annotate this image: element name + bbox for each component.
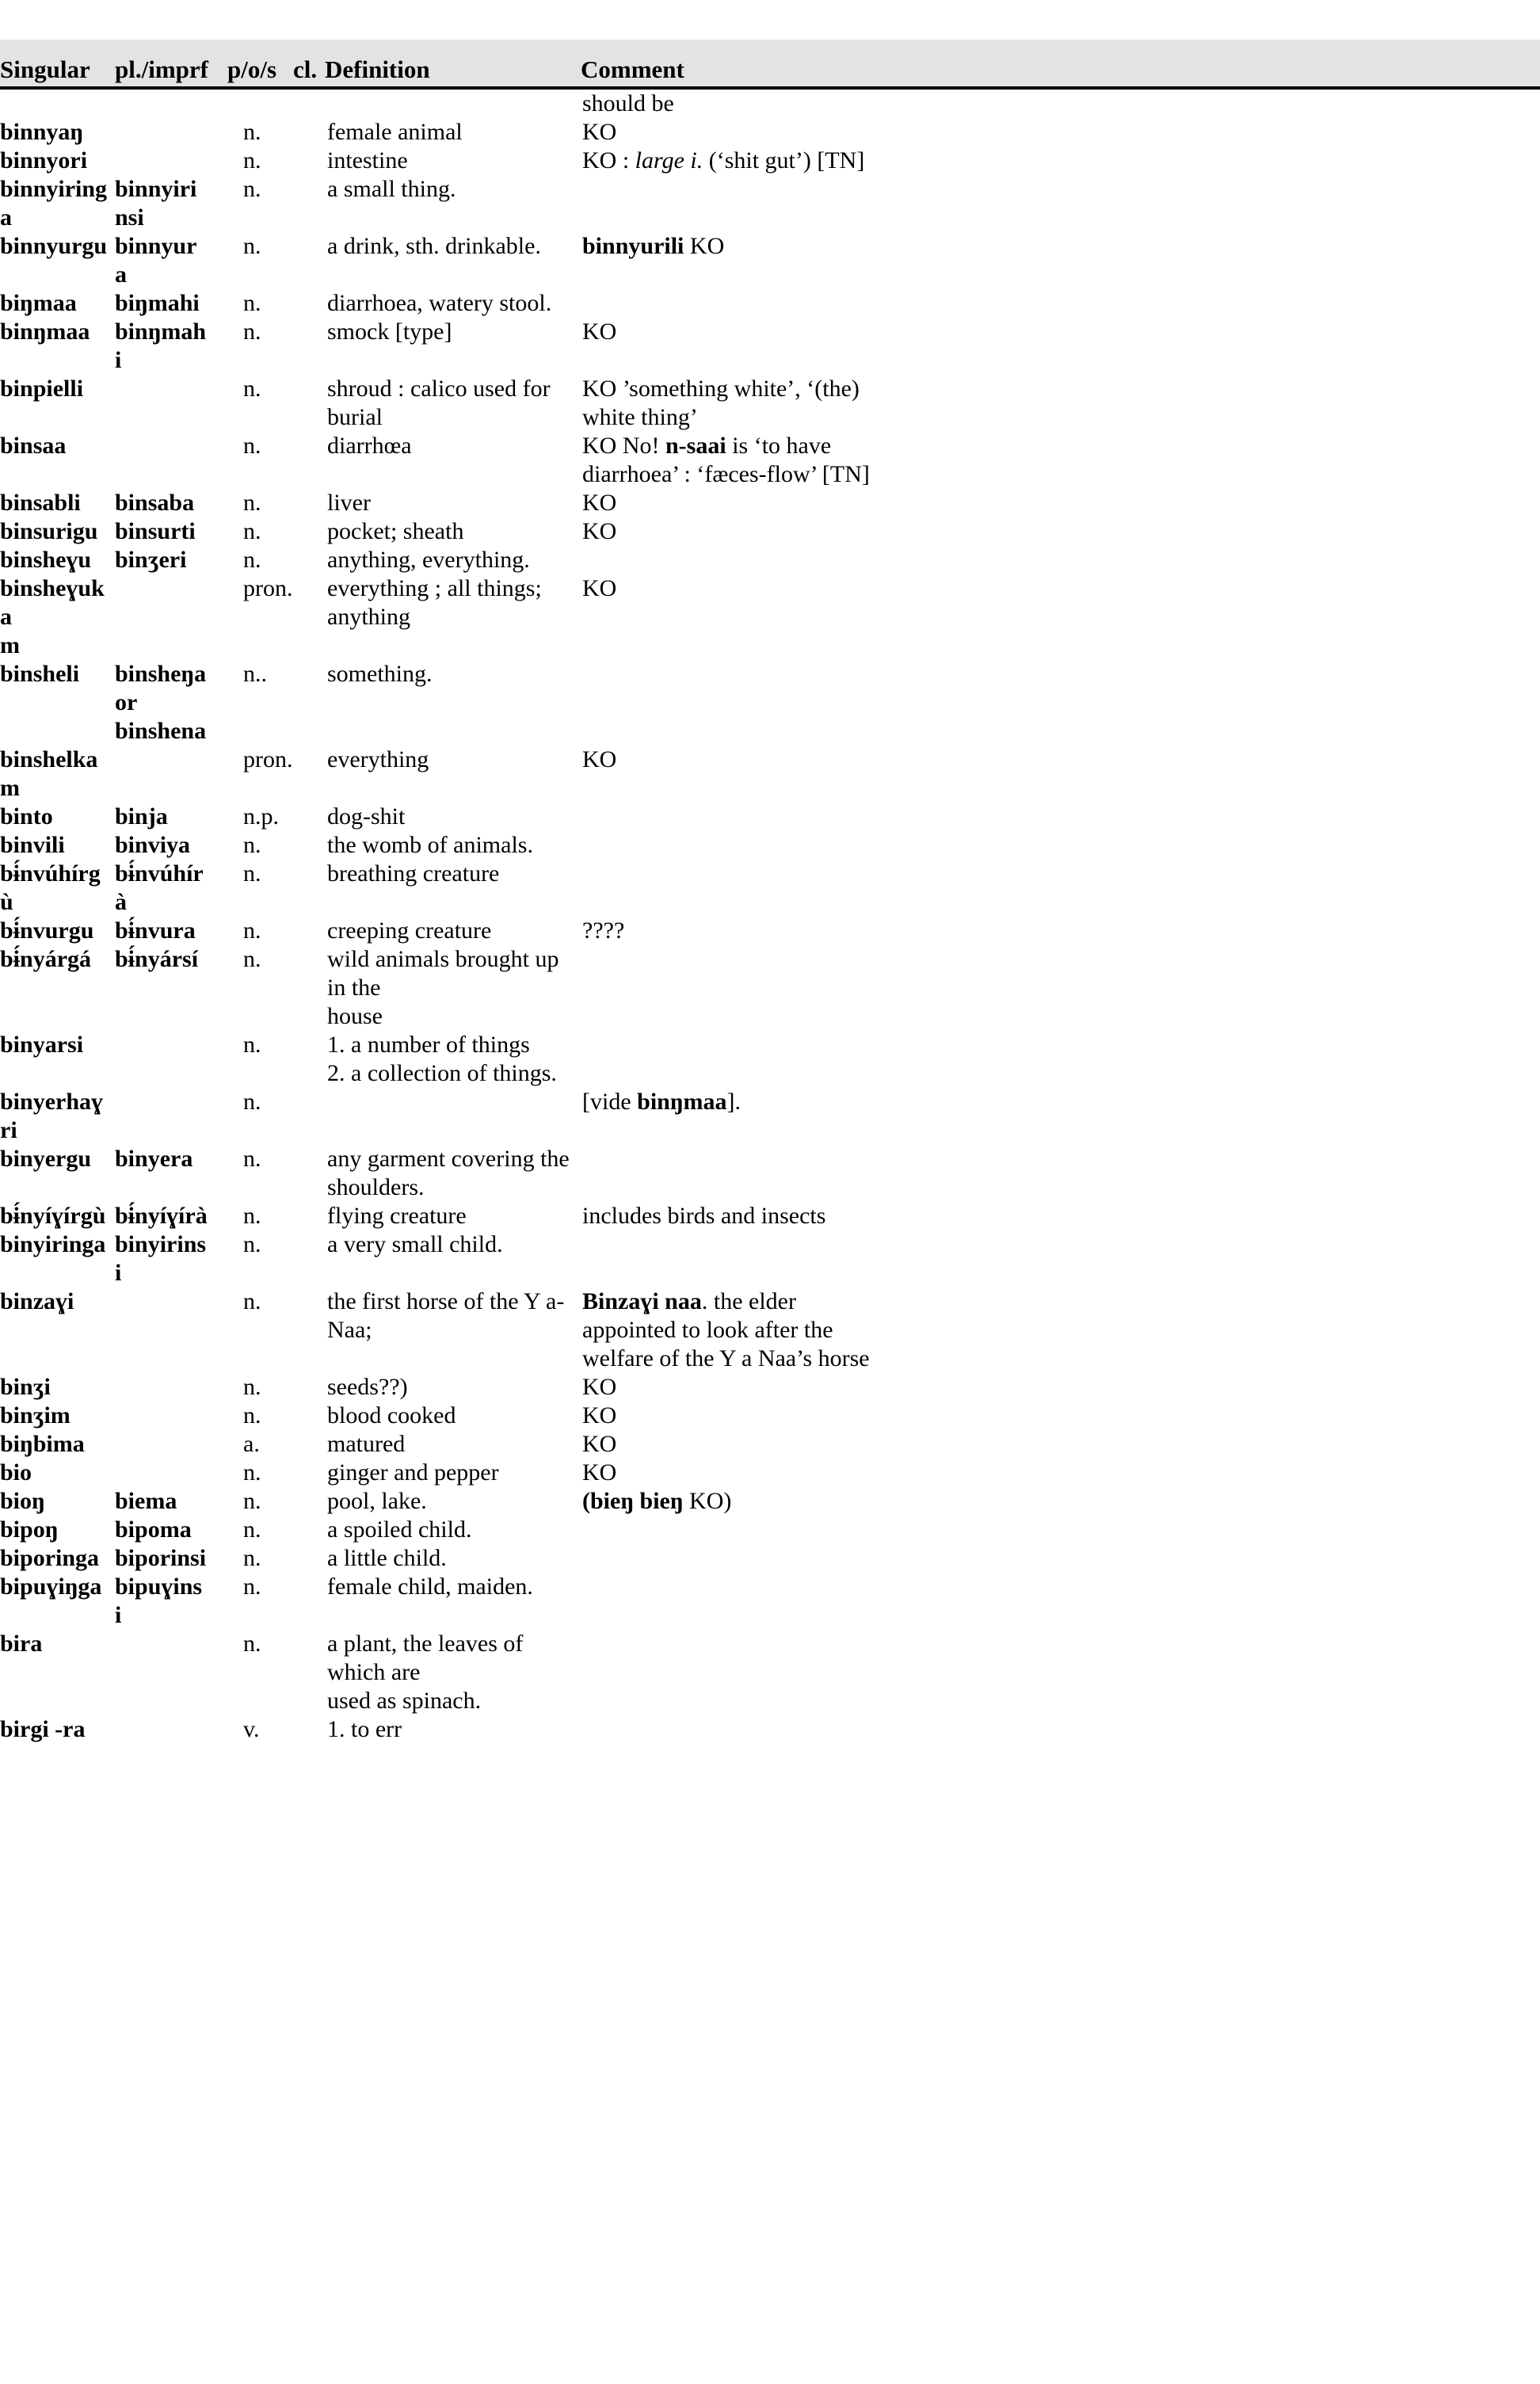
table-row [0, 1145, 1540, 1202]
cell-part-of-speech: n. [243, 1488, 261, 1514]
table-row [0, 318, 1540, 375]
cell-plural [115, 147, 226, 175]
cell-part-of-speech: n. [243, 1146, 261, 1172]
cell-plural: binnyiri nsi [115, 176, 197, 231]
cell-singular: bipuɣiŋga [0, 1573, 102, 1600]
cell-part-of-speech: n. [243, 290, 261, 316]
table-row [0, 118, 1540, 147]
cell-class [292, 574, 325, 660]
cell-singular: binpielli [0, 376, 84, 402]
cell-comment [581, 574, 1540, 660]
table-row [0, 746, 1540, 803]
cell-plural: binviya [115, 832, 191, 858]
column-header-comment: Comment [581, 40, 1540, 88]
cell-plural: bipoma [115, 1516, 192, 1543]
cell-comment [581, 88, 1540, 118]
cell-singular: binshelkam [0, 746, 98, 801]
comment-text: ???? [582, 917, 625, 944]
cell-class [292, 1088, 325, 1145]
cell-comment [581, 1202, 1540, 1230]
cell-definition: female child, maiden. [327, 1573, 533, 1600]
table-row [0, 1373, 1540, 1402]
cell-comment [581, 1715, 1540, 1744]
cell-part-of-speech: pron. [243, 575, 293, 601]
table-row [0, 1430, 1540, 1459]
cell-class [292, 1373, 325, 1402]
comment-text: binnyurili KO [582, 233, 725, 259]
table-row [0, 1516, 1540, 1544]
cell-singular: binvili [0, 832, 65, 858]
table-row [0, 147, 1540, 175]
cell-comment [581, 917, 1540, 945]
cell-plural [115, 1031, 226, 1088]
cell-class [292, 1430, 325, 1459]
cell-definition: female animal [327, 119, 463, 145]
cell-class [292, 546, 325, 574]
cell-part-of-speech: n. [243, 860, 261, 887]
cell-class [292, 432, 325, 489]
table-row [0, 175, 1540, 232]
cell-part-of-speech: n. [243, 233, 261, 259]
cell-definition: wild animals brought up in the house [327, 946, 559, 1029]
column-header-singular: Singular [0, 40, 115, 88]
table-row [0, 860, 1540, 917]
cell-singular: binsheɣuka m [0, 575, 105, 658]
cell-comment [581, 375, 1540, 432]
cell-plural: binsheŋa or binshena [115, 661, 207, 744]
cell-plural [115, 1373, 226, 1402]
comment-text: Binzaɣi naa. the elder appointed to look after the welfare of the Y a Naa’s horse [582, 1288, 870, 1371]
table-row [0, 1088, 1540, 1145]
cell-definition: something. [327, 661, 433, 687]
cell-plural [115, 1430, 226, 1459]
cell-definition: diarrhœa [327, 433, 412, 459]
cell-singular: bɨ́nvúhírgù [0, 860, 101, 915]
cell-singular: binsheli [0, 661, 80, 687]
cell-singular: bira [0, 1631, 43, 1657]
cell-class [292, 517, 325, 546]
cell-class [292, 1459, 325, 1487]
comment-text: (bieŋ bieŋ KO) [582, 1488, 732, 1514]
cell-part-of-speech: n. [243, 1231, 261, 1257]
cell-definition: the first horse of the Y a-Naa; [327, 1288, 565, 1343]
comment-text: KO : large i. (‘shit gut’) [TN] [582, 147, 865, 174]
cell-comment [581, 489, 1540, 517]
cell-part-of-speech: n. [243, 433, 261, 459]
table-row [0, 1573, 1540, 1630]
cell-class [292, 803, 325, 831]
cell-definition: dog-shit [327, 803, 406, 830]
cell-comment [581, 432, 1540, 489]
table-row [0, 1487, 1540, 1516]
column-header-pos: p/o/s [226, 40, 292, 88]
cell-comment [581, 803, 1540, 831]
cell-class [292, 746, 325, 803]
cell-plural: bɨ́nyíɣírà [115, 1203, 208, 1229]
cell-comment [581, 1088, 1540, 1145]
cell-definition: everything ; all things; anything [327, 575, 542, 630]
table-row [0, 1230, 1540, 1287]
cell-part-of-speech: n. [243, 1631, 261, 1657]
cell-definition: intestine [327, 147, 408, 174]
cell-singular: binsheɣu [0, 547, 92, 573]
table-row [0, 489, 1540, 517]
cell-singular: biŋbima [0, 1431, 85, 1457]
cell-plural: bɨ́nvura [115, 917, 196, 944]
cell-class [292, 1145, 325, 1202]
cell-comment [581, 746, 1540, 803]
comment-text: KO ’something white’, ‘(the) white thing’ [582, 376, 860, 430]
table-row [0, 1715, 1540, 1744]
cell-class [292, 232, 325, 289]
cell-part-of-speech: n. [243, 1402, 261, 1428]
cell-definition: 1. to err [327, 1716, 402, 1742]
cell-comment [581, 1630, 1540, 1715]
cell-singular: bio [0, 1459, 32, 1486]
cell-class [292, 318, 325, 375]
comment-text: [vide binŋmaa]. [582, 1089, 741, 1115]
table-row [0, 1287, 1540, 1373]
cell-class [292, 1230, 325, 1287]
cell-plural: biŋmahi [115, 290, 200, 316]
cell-class [292, 1630, 325, 1715]
cell-comment [581, 147, 1540, 175]
cell-definition: everything [327, 746, 429, 772]
cell-class [292, 88, 325, 118]
cell-singular: binŋmaa [0, 319, 90, 345]
cell-plural: binŋmah i [115, 319, 207, 373]
cell-part-of-speech: n. [243, 917, 261, 944]
cell-singular: binyergu [0, 1146, 92, 1172]
table-row [0, 517, 1540, 546]
cell-comment [581, 175, 1540, 232]
cell-part-of-speech: n. [243, 490, 261, 516]
comment-text: KO [582, 1374, 617, 1400]
cell-class [292, 831, 325, 860]
column-header-definition: Definition [325, 40, 581, 88]
table-row [0, 432, 1540, 489]
cell-part-of-speech: n. [243, 547, 261, 573]
cell-definition: a small thing. [327, 176, 456, 202]
cell-comment [581, 1230, 1540, 1287]
table-row [0, 917, 1540, 945]
cell-definition: any garment covering the shoulders. [327, 1146, 570, 1200]
cell-plural: binyera [115, 1146, 193, 1172]
cell-class [292, 1287, 325, 1373]
cell-part-of-speech: n. [243, 946, 261, 972]
cell-comment [581, 517, 1540, 546]
table-row [0, 945, 1540, 1031]
cell-comment [581, 289, 1540, 318]
comment-text: KO [582, 490, 617, 516]
cell-plural [115, 746, 226, 803]
cell-singular: bipoŋ [0, 1516, 59, 1543]
table-body [0, 88, 1540, 1744]
cell-class [292, 1544, 325, 1573]
cell-definition: matured [327, 1431, 406, 1457]
cell-plural [115, 375, 226, 432]
cell-singular: binnyurgu [0, 233, 108, 259]
cell-definition [325, 1088, 581, 1145]
cell-class [292, 660, 325, 746]
cell-part-of-speech: n. [243, 1459, 261, 1486]
cell-part-of-speech: n. [243, 1374, 261, 1400]
table-row [0, 546, 1540, 574]
cell-comment [581, 831, 1540, 860]
column-header-plural: pl./imprf [115, 40, 226, 88]
cell-singular: birgi -ra [0, 1716, 86, 1742]
cell-singular: binsaa [0, 433, 67, 459]
cell-class [292, 1573, 325, 1630]
cell-comment [581, 232, 1540, 289]
cell-plural [115, 118, 226, 147]
table-row [0, 232, 1540, 289]
table-row [0, 574, 1540, 660]
comment-text: KO [582, 119, 617, 145]
cell-singular: bioŋ [0, 1488, 45, 1514]
cell-class [292, 1031, 325, 1088]
cell-part-of-speech: n. [243, 147, 261, 174]
cell-part-of-speech: n. [243, 1288, 261, 1314]
cell-definition: blood cooked [327, 1402, 456, 1428]
cell-part-of-speech: n. [243, 1573, 261, 1600]
cell-part-of-speech: n. [243, 376, 261, 402]
cell-singular: binnyori [0, 147, 88, 174]
cell-singular: binyarsi [0, 1032, 84, 1058]
cell-singular: biŋmaa [0, 290, 77, 316]
cell-class [292, 289, 325, 318]
cell-class [292, 175, 325, 232]
cell-plural [115, 1715, 226, 1744]
cell-class [292, 489, 325, 517]
cell-comment [581, 860, 1540, 917]
table-row [0, 1459, 1540, 1487]
cell-definition: pocket; sheath [327, 518, 464, 544]
cell-part-of-speech: n. [243, 1089, 261, 1115]
cell-plural: binsurti [115, 518, 196, 544]
cell-plural: binsaba [115, 490, 195, 516]
cell-class [292, 118, 325, 147]
cell-plural [115, 88, 226, 118]
cell-singular [0, 88, 115, 118]
table-row [0, 660, 1540, 746]
cell-part-of-speech: n. [243, 176, 261, 202]
table-row [0, 1544, 1540, 1573]
cell-definition: the womb of animals. [327, 832, 533, 858]
cell-comment [581, 945, 1540, 1031]
cell-definition: shroud : calico used for burial [327, 376, 551, 430]
cell-part-of-speech: a. [243, 1431, 260, 1457]
cell-part-of-speech: n. [243, 518, 261, 544]
cell-singular: binyerhaɣri [0, 1089, 104, 1143]
cell-part-of-speech [226, 88, 292, 118]
cell-definition: a drink, sth. drinkable. [327, 233, 541, 259]
cell-part-of-speech: pron. [243, 746, 293, 772]
comment-text: KO [582, 746, 617, 772]
cell-singular: bɨ́nyíɣírgù [0, 1203, 106, 1229]
cell-part-of-speech: n. [243, 1516, 261, 1543]
cell-singular: bɨ́nyárgá [0, 946, 92, 972]
cell-plural [115, 1402, 226, 1430]
cell-plural [115, 1630, 226, 1715]
comment-text: includes birds and insects [582, 1203, 826, 1229]
cell-comment [581, 1031, 1540, 1088]
cell-singular: binzaɣi [0, 1288, 74, 1314]
table-row [0, 803, 1540, 831]
cell-class [292, 860, 325, 917]
cell-plural: binyirins i [115, 1231, 207, 1286]
cell-definition: 1. a number of things 2. a collection of things. [327, 1032, 557, 1086]
cell-definition: creeping creature [327, 917, 492, 944]
table-row [0, 375, 1540, 432]
header-row [0, 40, 1540, 88]
table-row [0, 88, 1540, 118]
cell-definition: smock [type] [327, 319, 452, 345]
cell-class [292, 1487, 325, 1516]
cell-plural: biporinsi [115, 1545, 207, 1571]
comment-text: KO [582, 1459, 617, 1486]
cell-comment [581, 1459, 1540, 1487]
comment-text: KO [582, 319, 617, 345]
table-row [0, 1630, 1540, 1715]
cell-comment [581, 1487, 1540, 1516]
cell-class [292, 1715, 325, 1744]
comment-text: KO [582, 1402, 617, 1428]
cell-comment [581, 1573, 1540, 1630]
cell-definition [325, 88, 581, 118]
cell-definition: diarrhoea, watery stool. [327, 290, 552, 316]
cell-plural [115, 432, 226, 489]
cell-part-of-speech: n.. [243, 661, 267, 687]
cell-plural [115, 1459, 226, 1487]
cell-singular: binyiringa [0, 1231, 106, 1257]
cell-plural: bɨ́nyársí [115, 946, 199, 972]
cell-part-of-speech: n. [243, 1032, 261, 1058]
cell-definition: a very small child. [327, 1231, 503, 1257]
cell-plural: biema [115, 1488, 177, 1514]
cell-plural: binnyur a [115, 233, 197, 288]
table-row [0, 289, 1540, 318]
cell-singular: binʒim [0, 1402, 71, 1428]
dictionary-table [0, 40, 1540, 1744]
cell-definition: a plant, the leaves of which are used as spinach. [327, 1631, 524, 1714]
cell-part-of-speech: n. [243, 1203, 261, 1229]
cell-comment [581, 1287, 1540, 1373]
cell-singular: binʒi [0, 1374, 51, 1400]
cell-plural: binja [115, 803, 168, 830]
table-header [0, 40, 1540, 88]
cell-part-of-speech: n. [243, 119, 261, 145]
cell-comment [581, 1516, 1540, 1544]
cell-singular: bɨ́nvurgu [0, 917, 94, 944]
cell-plural [115, 574, 226, 660]
cell-comment [581, 660, 1540, 746]
comment-text: should be [582, 90, 674, 116]
cell-singular: binsabli [0, 490, 81, 516]
cell-class [292, 1202, 325, 1230]
cell-singular: binto [0, 803, 53, 830]
cell-definition: seeds??) [327, 1374, 408, 1400]
cell-singular: binnyaŋ [0, 119, 84, 145]
cell-plural [115, 1287, 226, 1373]
comment-text: KO No! n-saai is ‘to have diarrhoea’ : ‘fæces-flow’ [TN] [582, 433, 870, 487]
cell-class [292, 1516, 325, 1544]
cell-comment [581, 1402, 1540, 1430]
column-header-class: cl. [292, 40, 325, 88]
cell-class [292, 945, 325, 1031]
cell-class [292, 147, 325, 175]
comment-text: KO [582, 518, 617, 544]
comment-text: KO [582, 575, 617, 601]
cell-definition: liver [327, 490, 371, 516]
cell-comment [581, 1430, 1540, 1459]
cell-definition: pool, lake. [327, 1488, 427, 1514]
table-row [0, 831, 1540, 860]
cell-plural [115, 1088, 226, 1145]
cell-class [292, 375, 325, 432]
cell-definition: a spoiled child. [327, 1516, 472, 1543]
cell-definition: breathing creature [327, 860, 500, 887]
cell-singular: binsurigu [0, 518, 98, 544]
cell-plural: binʒeri [115, 547, 187, 573]
cell-definition: anything, everything. [327, 547, 530, 573]
cell-comment [581, 1145, 1540, 1202]
cell-definition: a little child. [327, 1545, 447, 1571]
cell-singular: binnyiringa [0, 176, 108, 231]
cell-part-of-speech: n. [243, 832, 261, 858]
cell-plural: bipuɣins i [115, 1573, 203, 1628]
cell-part-of-speech: v. [243, 1716, 260, 1742]
cell-definition: flying creature [327, 1203, 467, 1229]
comment-text: KO [582, 1431, 617, 1457]
cell-definition: ginger and pepper [327, 1459, 499, 1486]
cell-plural: bɨ́nvúhír à [115, 860, 204, 915]
cell-singular: biporinga [0, 1545, 100, 1571]
cell-comment [581, 1373, 1540, 1402]
cell-comment [581, 118, 1540, 147]
cell-class [292, 917, 325, 945]
cell-part-of-speech: n.p. [243, 803, 279, 830]
cell-comment [581, 546, 1540, 574]
table-row [0, 1202, 1540, 1230]
table-row [0, 1031, 1540, 1088]
table-row [0, 1402, 1540, 1430]
cell-part-of-speech: n. [243, 319, 261, 345]
cell-comment [581, 318, 1540, 375]
cell-part-of-speech: n. [243, 1545, 261, 1571]
cell-comment [581, 1544, 1540, 1573]
cell-class [292, 1402, 325, 1430]
